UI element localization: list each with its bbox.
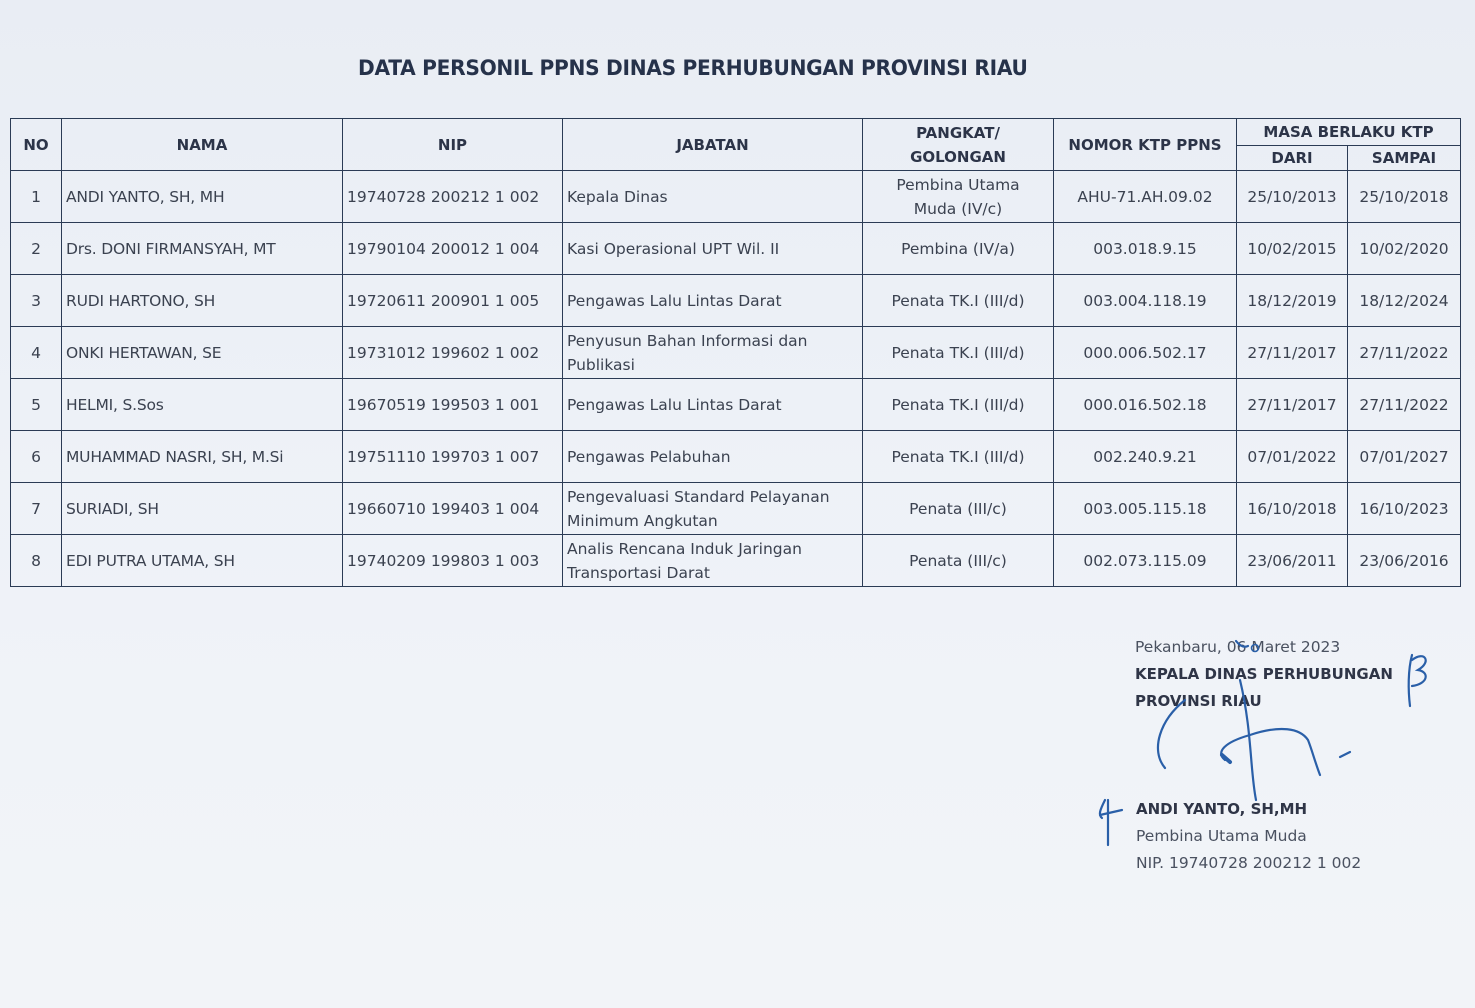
cell-no: 6 <box>11 431 62 483</box>
table-row <box>11 223 1461 275</box>
cell-ktp: 003.004.118.19 <box>1054 275 1237 327</box>
cell-no: 1 <box>11 171 62 223</box>
position-line2: PROVINSI RIAU <box>1135 692 1262 710</box>
cell-pangkat: Penata (III/c) <box>863 535 1054 587</box>
signatory-rank: Pembina Utama Muda <box>1136 827 1307 845</box>
cell-pangkat: Penata TK.I (III/d) <box>863 431 1054 483</box>
cell-dari: 18/12/2019 <box>1237 275 1348 327</box>
cell-dari: 27/11/2017 <box>1237 327 1348 379</box>
cell-ktp: 000.016.502.18 <box>1054 379 1237 431</box>
cell-pangkat: Pembina (IV/a) <box>863 223 1054 275</box>
header-nip: NIP <box>343 119 563 171</box>
cell-no: 7 <box>11 483 62 535</box>
cell-nama: HELMI, S.Sos <box>62 379 343 431</box>
signature-header <box>1135 634 1393 715</box>
cell-dari: 23/06/2011 <box>1237 535 1348 587</box>
cell-ktp: 002.240.9.21 <box>1054 431 1237 483</box>
cell-sampai: 25/10/2018 <box>1348 171 1461 223</box>
cell-no: 4 <box>11 327 62 379</box>
cell-sampai: 10/02/2020 <box>1348 223 1461 275</box>
cell-pangkat: Penata TK.I (III/d) <box>863 327 1054 379</box>
cell-nip: 19660710 199403 1 004 <box>343 483 563 535</box>
signatory-nip: NIP. 19740728 200212 1 002 <box>1136 854 1362 872</box>
signatory <box>1136 796 1361 877</box>
header-masa-berlaku: MASA BERLAKU KTP <box>1237 119 1461 146</box>
cell-nip: 19670519 199503 1 001 <box>343 379 563 431</box>
cell-nip: 19731012 199602 1 002 <box>343 327 563 379</box>
cell-nama: Drs. DONI FIRMANSYAH, MT <box>62 223 343 275</box>
table-row <box>11 171 1461 223</box>
cell-jabatan: Pengawas Lalu Lintas Darat <box>563 379 863 431</box>
cell-no: 5 <box>11 379 62 431</box>
cell-sampai: 27/11/2022 <box>1348 327 1461 379</box>
cell-pangkat: Penata (III/c) <box>863 483 1054 535</box>
cell-jabatan: Penyusun Bahan Informasi dan Publikasi <box>563 327 863 379</box>
cell-pangkat: Penata TK.I (III/d) <box>863 275 1054 327</box>
cell-ktp: 002.073.115.09 <box>1054 535 1237 587</box>
header-no: NO <box>11 119 62 171</box>
header-jabatan: JABATAN <box>563 119 863 171</box>
cell-jabatan: Pengawas Lalu Lintas Darat <box>563 275 863 327</box>
cell-jabatan: Kepala Dinas <box>563 171 863 223</box>
header-pangkat <box>863 119 1054 171</box>
place-date: Pekanbaru, 06 Maret 2023 <box>1135 638 1341 656</box>
cell-nama: EDI PUTRA UTAMA, SH <box>62 535 343 587</box>
cell-jabatan: Kasi Operasional UPT Wil. II <box>563 223 863 275</box>
cell-nama: SURIADI, SH <box>62 483 343 535</box>
cell-no: 8 <box>11 535 62 587</box>
cell-ktp: 003.018.9.15 <box>1054 223 1237 275</box>
page-title: DATA PERSONIL PPNS DINAS PERHUBUNGAN PROVINSI RIAU <box>358 56 1028 80</box>
cell-nama: RUDI HARTONO, SH <box>62 275 343 327</box>
header-nomor-ktp: NOMOR KTP PPNS <box>1054 119 1237 171</box>
header-nama: NAMA <box>62 119 343 171</box>
cell-nama: ANDI YANTO, SH, MH <box>62 171 343 223</box>
table-row <box>11 431 1461 483</box>
cell-nip: 19790104 200012 1 004 <box>343 223 563 275</box>
cell-ktp: 003.005.115.18 <box>1054 483 1237 535</box>
cell-pangkat: Pembina Utama Muda (IV/c) <box>863 171 1054 223</box>
cell-nip: 19751110 199703 1 007 <box>343 431 563 483</box>
table-row <box>11 275 1461 327</box>
cell-nip: 19740728 200212 1 002 <box>343 171 563 223</box>
table-row <box>11 327 1461 379</box>
cell-sampai: 07/01/2027 <box>1348 431 1461 483</box>
table-row <box>11 535 1461 587</box>
cell-nip: 19720611 200901 1 005 <box>343 275 563 327</box>
cell-dari: 07/01/2022 <box>1237 431 1348 483</box>
cell-nip: 19740209 199803 1 003 <box>343 535 563 587</box>
cell-no: 2 <box>11 223 62 275</box>
cell-dari: 25/10/2013 <box>1237 171 1348 223</box>
cell-nama: ONKI HERTAWAN, SE <box>62 327 343 379</box>
table-row <box>11 483 1461 535</box>
cell-dari: 16/10/2018 <box>1237 483 1348 535</box>
cell-nama: MUHAMMAD NASRI, SH, M.Si <box>62 431 343 483</box>
header-sampai: SAMPAI <box>1348 146 1461 171</box>
table-row <box>11 379 1461 431</box>
header-dari: DARI <box>1237 146 1348 171</box>
cell-ktp: AHU-71.AH.09.02 <box>1054 171 1237 223</box>
position-line1: KEPALA DINAS PERHUBUNGAN <box>1135 665 1393 683</box>
personnel-table <box>10 118 1461 587</box>
cell-sampai: 16/10/2023 <box>1348 483 1461 535</box>
cell-sampai: 23/06/2016 <box>1348 535 1461 587</box>
cell-dari: 10/02/2015 <box>1237 223 1348 275</box>
cell-sampai: 18/12/2024 <box>1348 275 1461 327</box>
cell-pangkat: Penata TK.I (III/d) <box>863 379 1054 431</box>
cell-jabatan: Pengawas Pelabuhan <box>563 431 863 483</box>
header-pangkat-line1: PANGKAT/ <box>916 123 1000 142</box>
cell-jabatan: Pengevaluasi Standard Pelayanan Minimum Angkutan <box>563 483 863 535</box>
cell-sampai: 27/11/2022 <box>1348 379 1461 431</box>
cell-ktp: 000.006.502.17 <box>1054 327 1237 379</box>
cell-no: 3 <box>11 275 62 327</box>
cell-dari: 27/11/2017 <box>1237 379 1348 431</box>
header-pangkat-line2: GOLONGAN <box>910 147 1006 166</box>
signatory-name: ANDI YANTO, SH,MH <box>1136 800 1308 818</box>
cell-jabatan: Analis Rencana Induk Jaringan Transportasi Darat <box>563 535 863 587</box>
